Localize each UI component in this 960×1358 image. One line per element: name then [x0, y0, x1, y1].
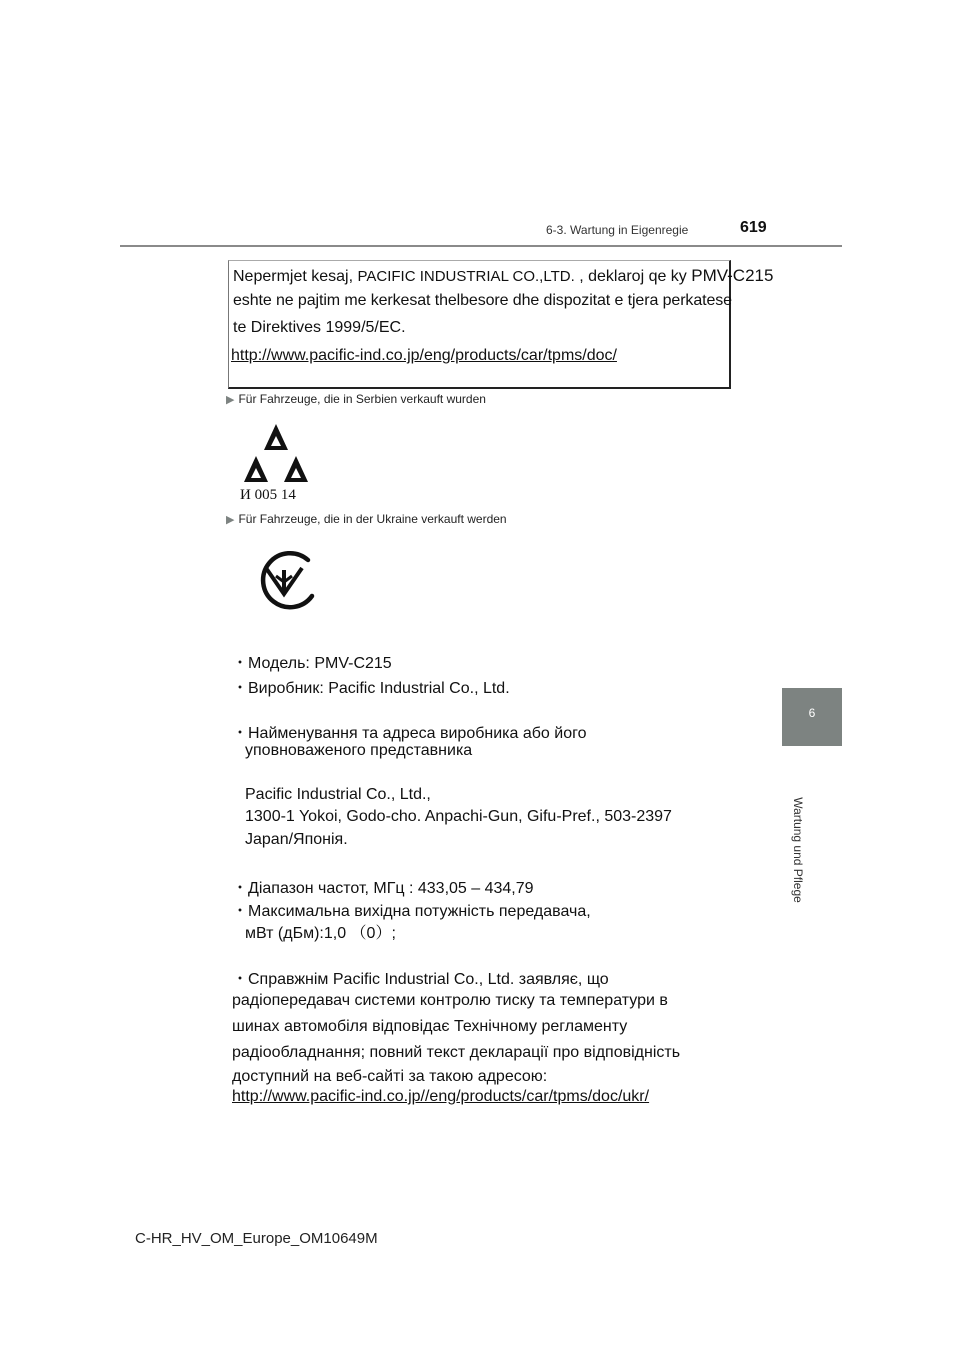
- ukraine-caption: [226, 512, 507, 526]
- ukraine-name-address-line-1: ・Найменування та адреса виробника або його: [232, 725, 587, 742]
- albanian-line-1-mid: , deklaroj qe ky: [574, 268, 692, 285]
- page-number: 619: [740, 219, 767, 236]
- albanian-company-name: PACIFIC INDUSTRIAL CO.,LTD.: [357, 268, 575, 285]
- ukraine-url-link[interactable]: http://www.pacific-ind.co.jp//eng/products/car/tpms/doc/ukr/: [232, 1088, 650, 1105]
- ukraine-address: 1300-1 Yokoi, Godo-cho. Anpachi-Gun, Gifu-Pref., 503-2397: [245, 808, 672, 825]
- albanian-line-2: eshte ne pajtim me kerkesat thelbesore dhe dispozitat e tjera perkatese: [233, 292, 732, 309]
- serbia-certification-mark-icon: [238, 420, 314, 486]
- albanian-url-link[interactable]: http://www.pacific-ind.co.jp/eng/products/car/tpms/doc/: [231, 347, 617, 364]
- ukraine-conformity-mark-icon: [248, 546, 320, 614]
- albanian-line-1: [233, 266, 773, 286]
- caption-arrow-icon: ▶: [226, 514, 235, 526]
- ukraine-country: Japan/Японія.: [245, 831, 348, 848]
- document-id: C-HR_HV_OM_Europe_OM10649M: [135, 1230, 378, 1247]
- albanian-model: PMV-C215: [691, 266, 774, 285]
- serbia-certification-code: И 005 14: [240, 487, 296, 503]
- albanian-line-1-start: Nepermjet kesaj,: [233, 268, 358, 285]
- chapter-tab-label: Wartung und Pflege: [791, 797, 805, 903]
- chapter-tab-number: 6: [808, 706, 816, 720]
- caption-arrow-icon: ▶: [226, 394, 235, 406]
- ukraine-declaration-line-5: доступний на веб-сайті за такою адресою:: [232, 1068, 548, 1085]
- ukraine-declaration-line-2: радіопередавач системи контролю тиску та температури в: [232, 992, 668, 1009]
- albanian-line-3: te Direktives 1999/5/EC.: [233, 319, 406, 336]
- ukraine-model: ・Модель: PMV-C215: [232, 655, 392, 672]
- ukraine-power-line-1: ・Максимальна вихідна потужність передавача,: [232, 903, 591, 920]
- ukraine-declaration-line-3: шинах автомобіля відповідає Технічному регламенту: [232, 1018, 628, 1035]
- serbia-caption-text: Für Fahrzeuge, die in Serbien verkauft wurden: [238, 392, 486, 406]
- ukraine-frequency: ・Діапазон частот, МГц : 433,05 – 434,79: [232, 880, 534, 897]
- ukraine-name-address-line-2: уповноваженого представника: [245, 742, 473, 759]
- section-title: 6-3. Wartung in Eigenregie: [546, 223, 689, 237]
- serbia-caption: [226, 392, 486, 406]
- ukraine-company: Pacific Industrial Co., Ltd.,: [245, 786, 431, 803]
- header-divider: [120, 245, 842, 247]
- ukraine-power-line-2: мВт (дБм):1,0 （0）;: [245, 925, 396, 942]
- ukraine-declaration-line-1: ・Справжнім Pacific Industrial Co., Ltd. заявляє, що: [232, 971, 609, 988]
- ukraine-manufacturer: ・Виробник: Pacific Industrial Co., Ltd.: [232, 680, 510, 697]
- ukraine-declaration-line-4: радіообладнання; повний текст декларації про відповідність: [232, 1044, 681, 1061]
- ukraine-caption-text: Für Fahrzeuge, die in der Ukraine verkauft werden: [238, 512, 507, 526]
